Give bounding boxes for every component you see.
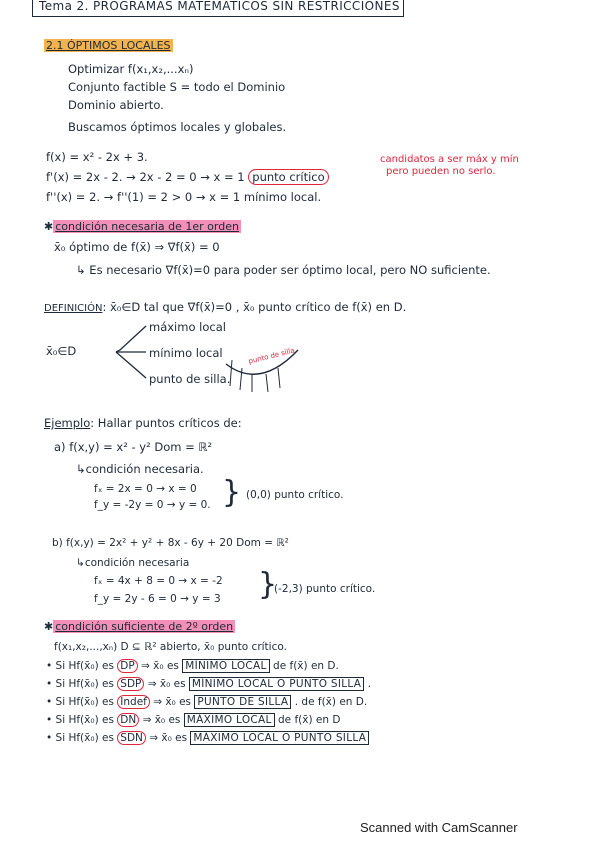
example1-note-1: candidatos a ser máx y mín	[380, 154, 519, 165]
necesaria-line-2: ↳ Es necesario ∇f(x̄)=0 para poder ser óptimo local, pero NO suficiente.	[76, 263, 491, 277]
ejemplo-a-fx: fₓ = 2x = 0 → x = 0	[94, 483, 197, 495]
hessian-row: • Si Hf(x̄₀) es DP ⇒ x̄₀ es MÍNIMO LOCAL de f(x̄) en D.	[46, 660, 339, 672]
ejemplo-a-result: (0,0) punto crítico.	[246, 489, 344, 501]
example1-function: f(x) = x² - 2x + 3.	[46, 150, 148, 164]
sdp-tag: SDP	[117, 677, 144, 691]
diagram-branch-saddle: punto de silla.	[149, 372, 231, 386]
suficiente-context: f(x₁,x₂,...,xₙ) D ⊆ ℝ² abierto, x̄₀ punto crítico.	[54, 641, 287, 653]
ejemplo-heading: Ejemplo: Hallar puntos críticos de:	[44, 416, 242, 430]
example1-note-2: pero pueden no serlo.	[386, 166, 496, 177]
punto-critico-tag: punto crítico	[248, 169, 328, 185]
ejemplo-a-condition: ↳condición necesaria.	[76, 462, 204, 476]
intro-line-1: Optimizar f(x₁,x₂,...xₙ)	[68, 62, 194, 76]
definicion: DEFINICIÓN: x̄₀∈D tal que ∇f(x̄)=0 , x̄₀ punto crítico de f(x̄) en D.	[44, 300, 407, 314]
intro-line-2: Conjunto factible S = todo el Dominio	[68, 80, 286, 94]
diagram-branch-max: máximo local	[149, 320, 226, 334]
example1-derivative: f'(x) = 2x - 2. → 2x - 2 = 0 → x = 1 punto crítico	[46, 170, 329, 184]
saddle-tag: punto de silla	[247, 346, 296, 366]
ejemplo-a-fy: f_y = -2y = 0 → y = 0.	[94, 499, 211, 511]
indef-tag: Indef	[117, 695, 150, 709]
necesaria-heading: ✱ condición necesaria de 1er orden	[44, 220, 239, 233]
scanner-watermark: Scanned with CamScanner	[360, 820, 518, 835]
ejemplo-b-fx: fₓ = 4x + 8 = 0 → x = -2	[94, 575, 223, 587]
sdn-tag: SDN	[117, 731, 146, 745]
ejemplo-a: a) f(x,y) = x² - y² Dom = ℝ²	[54, 440, 213, 454]
intro-line-3: Dominio abierto.	[68, 98, 164, 112]
hessian-row: • Si Hf(x̄₀) es SDP ⇒ x̄₀ es MÍNIMO LOCAL O PUNTO SILLA .	[46, 678, 371, 690]
hessian-row: • Si Hf(x̄₀) es DN ⇒ x̄₀ es MÁXIMO LOCAL de f(x̄) en D	[46, 714, 341, 726]
page-title: Tema 2. PROGRAMAS MATEMÁTICOS SIN RESTRICCIONES	[32, 0, 404, 17]
ejemplo-b: b) f(x,y) = 2x² + y² + 8x - 6y + 20 Dom = ℝ²	[52, 537, 289, 549]
dn-tag: DN	[117, 713, 139, 727]
section-heading: 2.1 ÓPTIMOS LOCALES	[46, 39, 171, 52]
necesaria-line-1: x̄₀ óptimo de f(x̄) ⇒ ∇f(x̄) = 0	[54, 240, 220, 254]
diagram-branch-min: mínimo local	[149, 346, 223, 360]
intro-line-4: Buscamos óptimos locales y globales.	[68, 120, 287, 134]
dp-tag: DP	[117, 659, 137, 673]
ejemplo-b-condition: ↳condición necesaria	[76, 557, 190, 569]
notes-page: Tema 2. PROGRAMAS MATEMÁTICOS SIN RESTRICCIONES 2.1 ÓPTIMOS LOCALES Optimizar f(x₁,x₂,...xₙ) Conjunto factible S = todo el Dominio Dominio abierto. Buscamos óptimos locales y globales. f(x) = x² - 2x + 3. f'(x) = 2x - 2. → 2x - 2 = 0 → x = 1 punto crítico f''(x) = 2. → f''(1) = 2 > 0 → x = 1 mínimo local. candidatos a ser máx y mín pero pueden no serlo. ✱ condición necesaria de 1er orden x̄₀ óptimo de f(x̄) ⇒ ∇f(x̄) = 0 ↳ Es necesario ∇f(x̄)=0 para poder ser óptimo local, pero NO suficiente. DEFINICIÓN: x̄₀∈D tal que ∇f(x̄)=0 , x̄₀ punto crítico de f(x̄) en D. x̄₀∈D máximo local mínimo local punto de silla. punto de silla Ejemplo: Hallar puntos críticos de: a) f(x,y) = x² - y² Dom = ℝ² ↳condición necesaria. fₓ = 2x = 0 → x = 0 f_y = -2y = 0 → y = 0. } (0,0) punto crítico. b) f(x,y) = 2x² + y² + 8x - 6y + 20 Dom = ℝ² ↳condición necesaria fₓ = 4x + 8 = 0 → x = -2 f_y = 2y - 6 = 0 → y = 3 } (-2,3) punto crítico. ✱ condición suficiente de 2º orden f(x₁,x₂,...,xₙ) D ⊆ ℝ² abierto, x̄₀ punto crítico. • Si Hf(x̄₀) es DP ⇒ x̄₀ es MÍNIMO LOCAL de f(x̄) en D. • Si Hf(x̄₀) es SDP ⇒ x̄₀ es MÍNIMO LOCAL O PUNTO SILLA . • Si Hf(x̄₀) es Indef ⇒ x̄₀ es PUNTO DE SILLA . de f(x̄) en D. • Si Hf(x̄₀) es DN ⇒ x̄₀ es MÁXIMO LOCAL de f(x̄) en D • Si Hf(x̄₀) es SDN ⇒ x̄₀ es MÁXIMO LOCAL O PUNTO SILLA Scanned with CamScanner	[0, 0, 599, 848]
hessian-row: • Si Hf(x̄₀) es SDN ⇒ x̄₀ es MÁXIMO LOCAL O PUNTO SILLA	[46, 731, 369, 745]
example1-second-derivative: f''(x) = 2. → f''(1) = 2 > 0 → x = 1 mínimo local.	[46, 190, 322, 204]
hessian-row: • Si Hf(x̄₀) es Indef ⇒ x̄₀ es PUNTO DE SILLA . de f(x̄) en D.	[46, 696, 368, 708]
suficiente-heading: ✱ condición suficiente de 2º orden	[44, 620, 234, 633]
ejemplo-b-result: (-2,3) punto crítico.	[274, 583, 376, 595]
diagram-root: x̄₀∈D	[46, 344, 77, 358]
ejemplo-b-fy: f_y = 2y - 6 = 0 → y = 3	[94, 593, 221, 605]
